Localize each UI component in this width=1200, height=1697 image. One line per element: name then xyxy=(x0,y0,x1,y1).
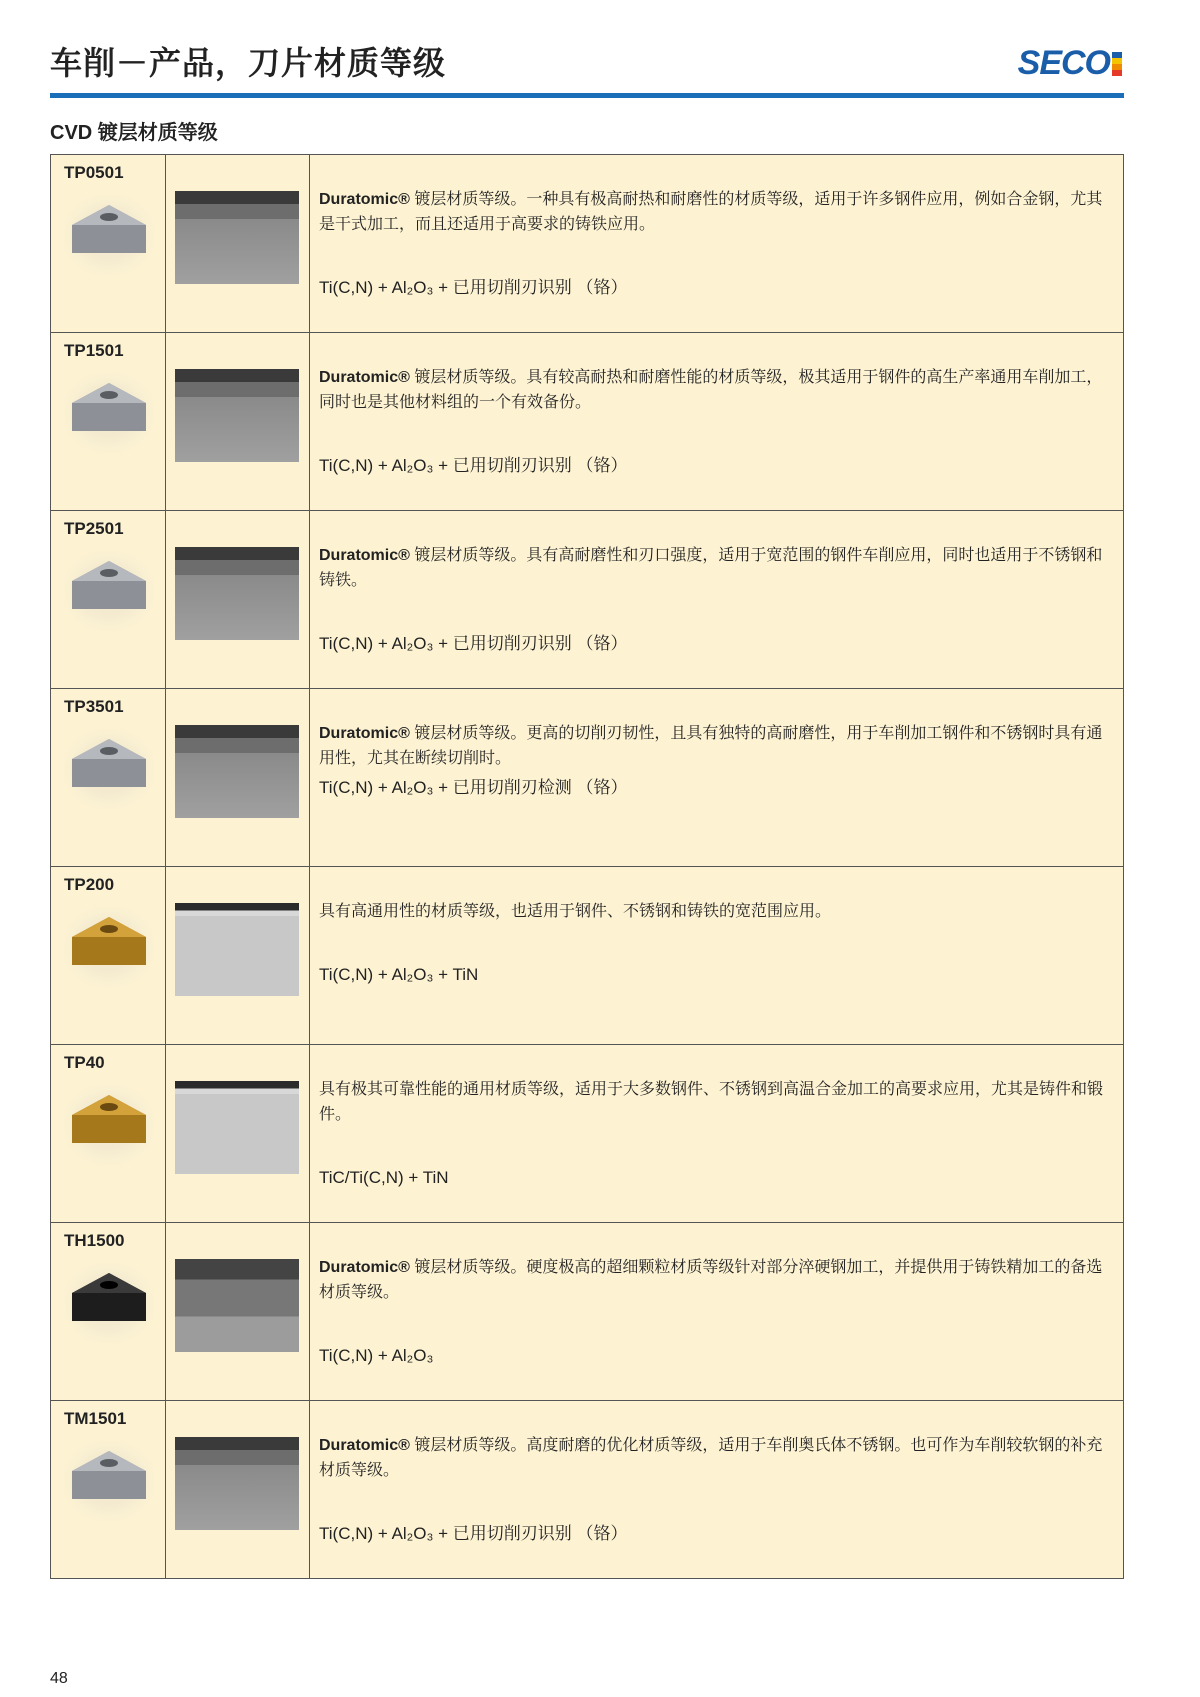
grade-description xyxy=(319,1437,1102,1479)
description-text: 镀层材质等级。具有较高耐热和耐磨性能的材质等级，极其适用于钢件的高生产率通用车削加工，同时也是其他材料组的一个有效备份。 xyxy=(319,369,1103,411)
insert-image xyxy=(64,1441,154,1521)
grade-row xyxy=(51,867,1124,1045)
grade-row xyxy=(51,1223,1124,1401)
insert-image xyxy=(64,373,154,453)
grade-description xyxy=(319,1259,1102,1301)
grade-description xyxy=(319,1081,1103,1123)
grade-code: TP3501 xyxy=(64,697,124,716)
grade-code: TP0501 xyxy=(64,163,124,182)
description-text: 镀层材质等级。更高的切削刃韧性，且具有独特的高耐磨性，用于车削加工钢件和不锈钢时具有通用性，尤其在断续切削时。 xyxy=(319,725,1103,767)
grade-description xyxy=(319,369,1102,411)
description-text: 镀层材质等级。硬度极高的超细颗粒材质等级针对部分淬硬钢加工，并提供用于铸铁精加工的备选材质等级。 xyxy=(319,1259,1103,1301)
microstructure-image xyxy=(175,191,299,284)
insert-image xyxy=(64,729,154,809)
description-text: 具有高通用性的材质等级，也适用于钢件、不锈钢和铸铁的宽范围应用。 xyxy=(319,903,832,920)
microstructure-image xyxy=(175,903,299,996)
grade-description xyxy=(319,547,1102,589)
grade-code: TH1500 xyxy=(64,1231,125,1250)
coating-formula: Ti(C,N) + Al₂O₃ + 已用切削刃识别 （铬） xyxy=(319,1524,628,1543)
insert-image xyxy=(64,551,154,631)
coating-formula: Ti(C,N) + Al₂O₃ + 已用切削刃检测 （铬） xyxy=(319,778,628,797)
grade-row xyxy=(51,689,1124,867)
coating-formula: Ti(C,N) + Al₂O₃ + 已用切削刃识别 （铬） xyxy=(319,456,628,475)
grade-code: TP40 xyxy=(64,1053,105,1072)
grades-table xyxy=(50,154,1124,1579)
grade-row xyxy=(51,333,1124,511)
grade-code: TP200 xyxy=(64,875,115,894)
coating-formula: Ti(C,N) + Al₂O₃ + 已用切削刃识别 （铬） xyxy=(319,634,628,653)
microstructure-image xyxy=(175,725,299,818)
grade-row xyxy=(51,155,1124,333)
page-title: 车削－产品，刀片材质等级 xyxy=(50,45,447,81)
description-text: 镀层材质等级。一种具有极高耐热和耐磨性的材质等级，适用于许多钢件应用，例如合金钢，尤其是干式加工，而且还适用于高要求的铸铁应用。 xyxy=(319,191,1103,233)
grade-code: TP2501 xyxy=(64,519,124,538)
grade-row xyxy=(51,511,1124,689)
microstructure-image xyxy=(175,1437,299,1530)
microstructure-image xyxy=(175,1259,299,1352)
brand-prefix: Duratomic® xyxy=(319,191,410,208)
microstructure-image xyxy=(175,1081,299,1174)
description-text: 镀层材质等级。具有高耐磨性和刃口强度，适用于宽范围的钢件车削应用，同时也适用于不锈钢和铸铁。 xyxy=(319,547,1103,589)
grade-description xyxy=(319,903,831,920)
coating-formula: Ti(C,N) + Al₂O₃ + TiN xyxy=(319,965,479,984)
grade-code: TP1501 xyxy=(64,341,124,360)
grade-description xyxy=(319,725,1102,767)
brand-prefix: Duratomic® xyxy=(319,547,410,564)
coating-formula: TiC/Ti(C,N) + TiN xyxy=(319,1168,449,1187)
header-rule xyxy=(50,93,1124,98)
brand-prefix: Duratomic® xyxy=(319,1259,410,1276)
grade-row xyxy=(51,1045,1124,1223)
coating-formula: Ti(C,N) + Al₂O₃ xyxy=(319,1346,434,1365)
insert-image xyxy=(64,1085,154,1165)
description-text: 具有极其可靠性能的通用材质等级，适用于大多数钢件、不锈钢到高温合金加工的高要求应用，尤其是铸件和锻件。 xyxy=(319,1081,1104,1123)
logo-text: SECO xyxy=(1017,44,1110,82)
page-number: 48 xyxy=(50,1670,68,1687)
grade-code: TM1501 xyxy=(64,1409,127,1428)
brand-prefix: Duratomic® xyxy=(319,1437,410,1454)
grade-description xyxy=(319,191,1102,233)
brand-prefix: Duratomic® xyxy=(319,725,410,742)
insert-image xyxy=(64,195,154,275)
microstructure-image xyxy=(175,547,299,640)
insert-image xyxy=(64,907,154,987)
microstructure-image xyxy=(175,369,299,462)
insert-image xyxy=(64,1263,154,1343)
section-title: CVD 镀层材质等级 xyxy=(50,122,218,144)
logo-color-bars xyxy=(1112,52,1122,76)
grade-row xyxy=(51,1401,1124,1579)
brand-prefix: Duratomic® xyxy=(319,369,410,386)
seco-logo xyxy=(1018,44,1122,83)
description-text: 镀层材质等级。高度耐磨的优化材质等级，适用于车削奥氏体不锈钢。也可作为车削较软钢的补充材质等级。 xyxy=(319,1437,1103,1479)
coating-formula: Ti(C,N) + Al₂O₃ + 已用切削刃识别 （铬） xyxy=(319,278,628,297)
